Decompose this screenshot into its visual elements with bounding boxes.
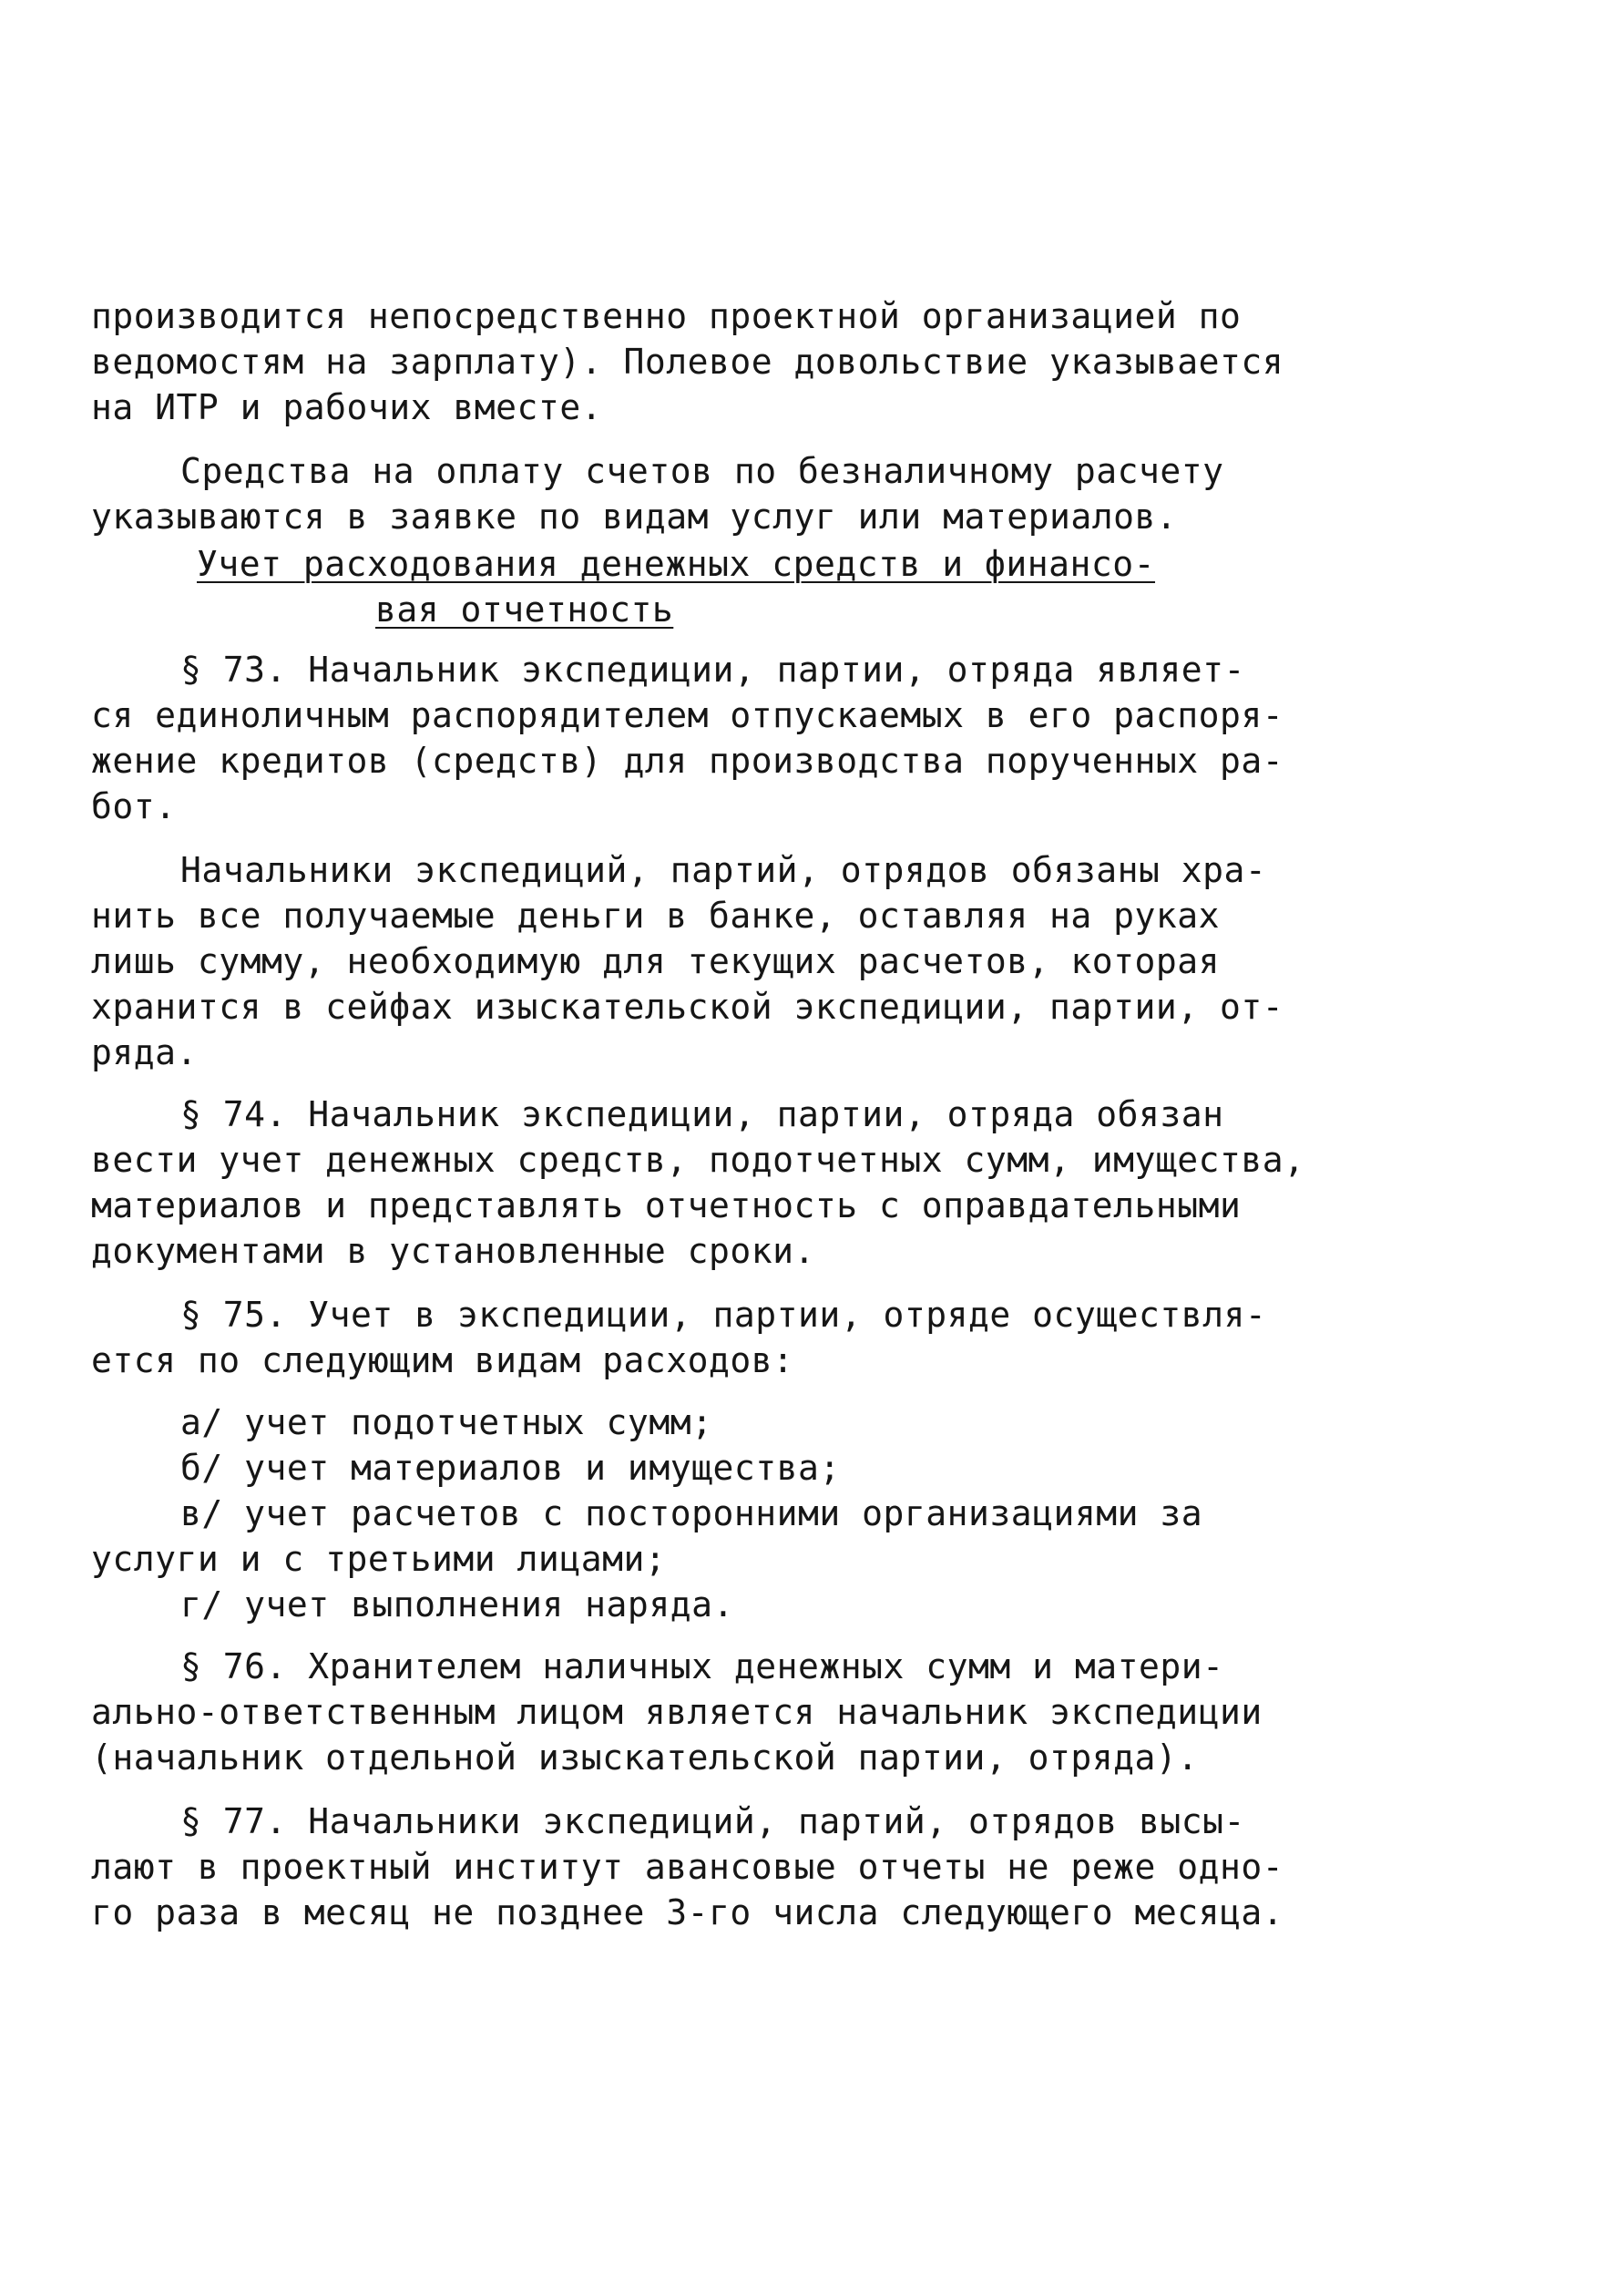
list-item: б/ учет материалов и имущества;: [180, 1448, 841, 1488]
section-heading: вая отчетность: [375, 589, 674, 630]
text-line: Начальники экспедиций, партий, отрядов обязаны хра-: [180, 850, 1267, 890]
paragraph-77-line: лают в проектный институт авансовые отчеты не реже одно-: [91, 1847, 1284, 1887]
paragraph-73-line: ся единоличным распорядителем отпускаемых в его распоря-: [91, 695, 1284, 735]
paragraph-77-line: го раза в месяц не позднее 3-го числа следующего месяца.: [91, 1892, 1284, 1932]
text-line: Средства на оплату счетов по безналичному расчету: [180, 451, 1224, 491]
list-item: г/ учет выполнения наряда.: [180, 1584, 734, 1625]
text-line: ведомостям на зарплату). Полевое довольствие указывается: [91, 342, 1284, 382]
text-line: нить все получаемые деньги в банке, оставляя на руках: [91, 896, 1221, 936]
paragraph-75-line: § 75. Учет в экспедиции, партии, отряде осуществля-: [180, 1295, 1267, 1335]
paragraph-74-line: § 74. Начальник экспедиции, партии, отряда обязан: [180, 1094, 1224, 1134]
paragraph-76-line: § 76. Хранителем наличных денежных сумм и матери-: [180, 1646, 1224, 1686]
text-line: указываются в заявке по видам услуг или материалов.: [91, 497, 1178, 537]
paragraph-76-line: (начальник отдельной изыскательской партии, отряда).: [91, 1737, 1199, 1778]
paragraph-74-line: вести учет денежных средств, подотчетных сумм, имущества,: [91, 1140, 1305, 1180]
text-line: производится непосредственно проектной организацией по: [91, 296, 1242, 336]
list-item: в/ учет расчетов с посторонними организациями за: [180, 1493, 1203, 1533]
paragraph-74-line: документами в установленные сроки.: [91, 1231, 815, 1271]
text-line: на ИТР и рабочих вместе.: [91, 387, 603, 427]
paragraph-74-line: материалов и представлять отчетность с оправдательными: [91, 1185, 1242, 1225]
paragraph-76-line: ально-ответственным лицом является начальник экспедиции: [91, 1692, 1263, 1732]
text-line: хранится в сейфах изыскательской экспедиции, партии, от-: [91, 987, 1284, 1027]
paragraph-73-line: § 73. Начальник экспедиции, партии, отряда являет-: [180, 650, 1245, 690]
paragraph-77-line: § 77. Начальники экспедиций, партий, отрядов высы-: [180, 1801, 1245, 1841]
list-item: услуги и с третьими лицами;: [91, 1539, 667, 1579]
text-line: ряда.: [91, 1032, 198, 1072]
section-heading: Учет расходования денежных средств и финансо-: [197, 544, 1156, 584]
paragraph-73-line: жение кредитов (средств) для производства порученных ра-: [91, 741, 1284, 781]
paragraph-73-line: бот.: [91, 786, 177, 826]
text-line: лишь сумму, необходимую для текущих расчетов, которая: [91, 941, 1221, 981]
paragraph-75-line: ется по следующим видам расходов:: [91, 1340, 794, 1380]
list-item: а/ учет подотчетных сумм;: [180, 1402, 713, 1442]
